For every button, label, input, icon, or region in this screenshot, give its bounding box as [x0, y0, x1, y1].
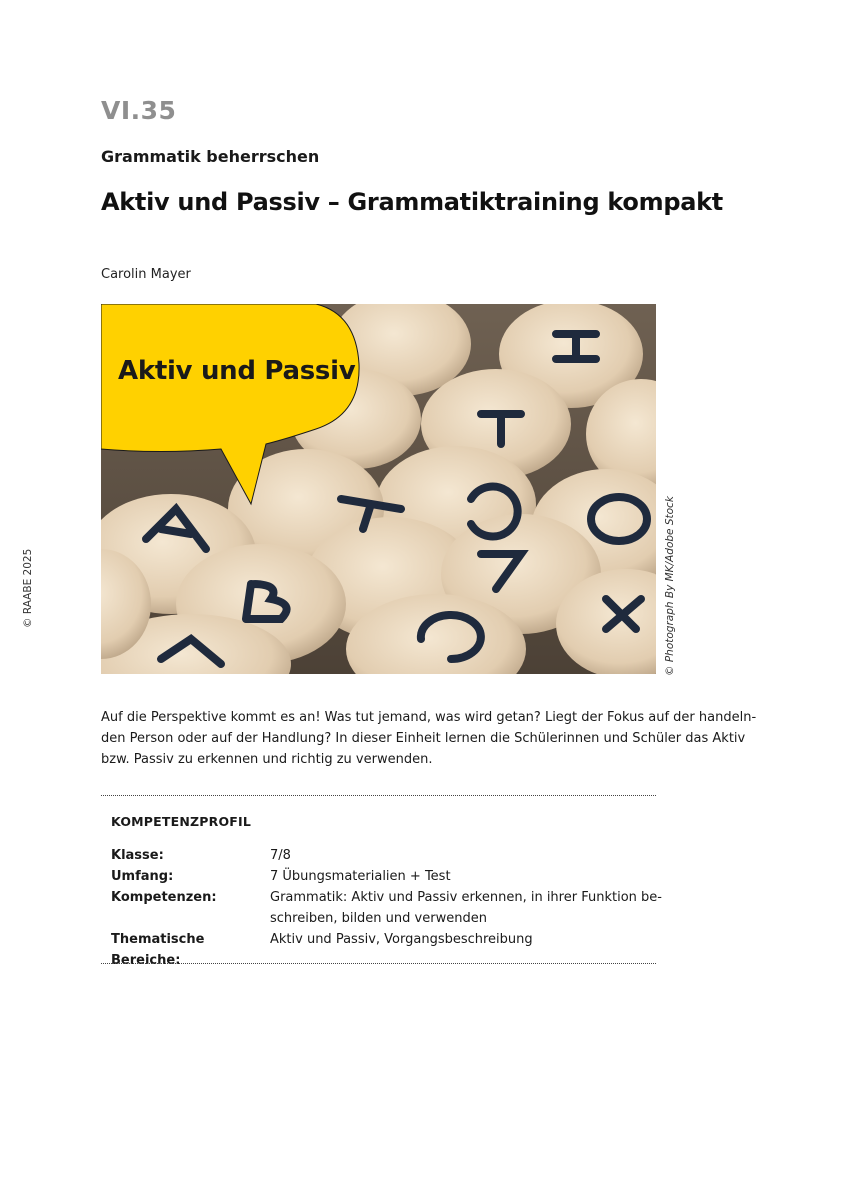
profile-value: 7/8 [270, 848, 291, 863]
profile-value: Grammatik: Aktiv und Passiv erkennen, in ihrer Funktion be- schreiben, bilden und verwenden [270, 890, 662, 926]
author-name: Carolin Mayer [101, 267, 191, 282]
profile-label: Umfang: [111, 869, 174, 884]
series-code: VI.35 [101, 96, 177, 125]
intro-line: Auf die Perspektive kommt es an! Was tut jemand, was wird getan? Liegt der Fokus auf der handeln- [101, 710, 757, 725]
photo-credit-vertical: © Photograph By MK/Adobe Stock [664, 496, 676, 676]
series-name: Grammatik beherrschen [101, 147, 320, 166]
divider-bottom [101, 963, 656, 964]
profile-value: Aktiv und Passiv, Vorgangsbeschreibung [270, 932, 533, 947]
profile-row-thematische-bereiche [111, 929, 656, 971]
profile-label: Kompetenzen: [111, 890, 217, 905]
competence-profile-heading: KOMPETENZPROFIL [111, 814, 252, 829]
profile-label: Klasse: [111, 848, 164, 863]
profile-label: Thematische Bereiche: [111, 932, 205, 968]
copyright-vertical: © RAABE 2025 [22, 548, 34, 628]
profile-row-klasse [111, 845, 656, 866]
intro-line: den Person oder auf der Handlung? In dieser Einheit lernen die Schülerinnen und Schüler das Aktiv [101, 731, 746, 746]
profile-row-umfang [111, 866, 656, 887]
competence-profile-table [111, 845, 662, 971]
page-title: Aktiv und Passiv – Grammatiktraining kompakt [101, 188, 723, 216]
speech-bubble-text: Aktiv und Passiv [118, 356, 356, 386]
intro-paragraph [101, 707, 757, 770]
intro-line: bzw. Passiv zu erkennen und richtig zu verwenden. [101, 752, 433, 767]
divider-top [101, 795, 656, 796]
profile-row-kompetenzen [111, 887, 662, 929]
profile-value: 7 Übungsmaterialien + Test [270, 869, 451, 884]
